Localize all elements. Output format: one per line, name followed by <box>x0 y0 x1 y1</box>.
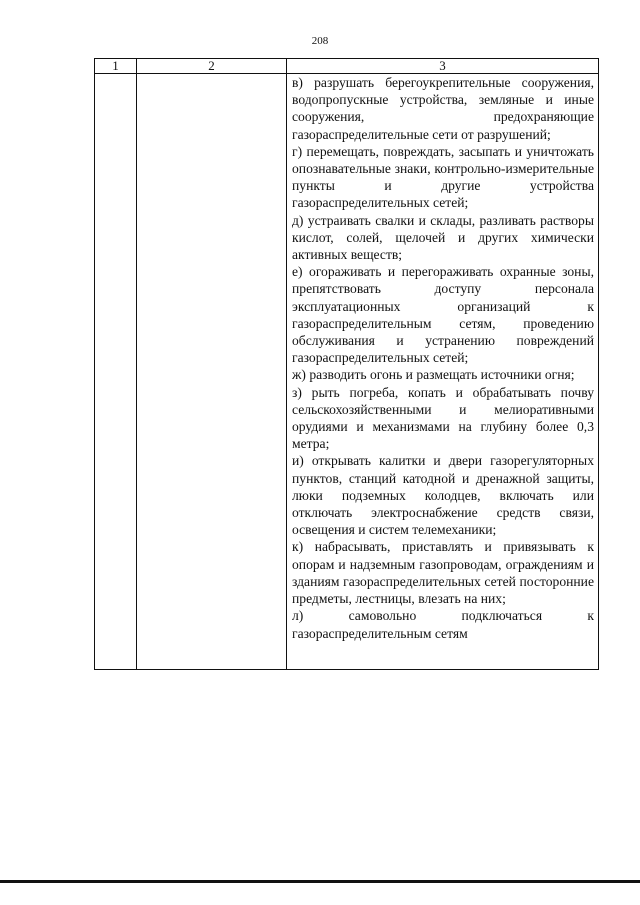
column-header-3: 3 <box>287 59 599 74</box>
regulation-table <box>94 58 599 670</box>
column-header-1: 1 <box>95 59 137 74</box>
list-item-d: д) устраивать свалки и склады, разливать растворы кислот, солей, щелочей и других химически активных веществ; <box>292 212 594 263</box>
list-item-z: з) рыть погреба, копать и обрабатывать почву сельскохозяйственными и мелиоративными орудиями и механизмами на глубину более 0,3 метра; <box>292 384 594 452</box>
column-2-cell <box>137 74 287 670</box>
list-item-zh: ж) разводить огонь и размещать источники огня; <box>292 367 575 383</box>
page-number: 208 <box>311 35 329 47</box>
list-item-g: г) перемещать, повреждать, засыпать и уничтожать опознавательные знаки, контрольно-измерительные пункты и другие устройства газораспределительных сетей; <box>292 143 594 211</box>
list-item-e: е) огораживать и перегораживать охранные зоны, препятствовать доступу персонала эксплуатационных организаций к газораспределительным сетям, проведению обслуживания и устранению повреждений газораспределительных сетей; <box>292 264 594 366</box>
list-item-k: к) набрасывать, приставлять и привязывать к опорам и надземным газопроводам, ограждениям и зданиям газораспределительных сетей посторонние предметы, лестницы, влезать на них; <box>292 539 594 607</box>
table-row <box>95 74 599 670</box>
column-3-cell <box>287 74 599 670</box>
table-header-row <box>95 59 599 74</box>
column-1-cell <box>95 74 137 670</box>
list-item-i: и) открывать калитки и двери газорегуляторных пунктов, станций катодной и дренажной защиты, люки подземных колодцев, включать или отключать электроснабжение средств связи, освещения и систем телемеханики; <box>292 453 594 538</box>
list-item-l: л) самовольно подключаться к газораспределительным сетям <box>292 608 594 641</box>
bottom-rule <box>0 880 640 883</box>
list-item-v: в) разрушать берегоукрепительные сооружения, водопропускные устройства, земляные и иные сооружения, предохраняющие газораспределительные сети от разрушений; <box>292 75 594 142</box>
column-header-2: 2 <box>137 59 287 74</box>
